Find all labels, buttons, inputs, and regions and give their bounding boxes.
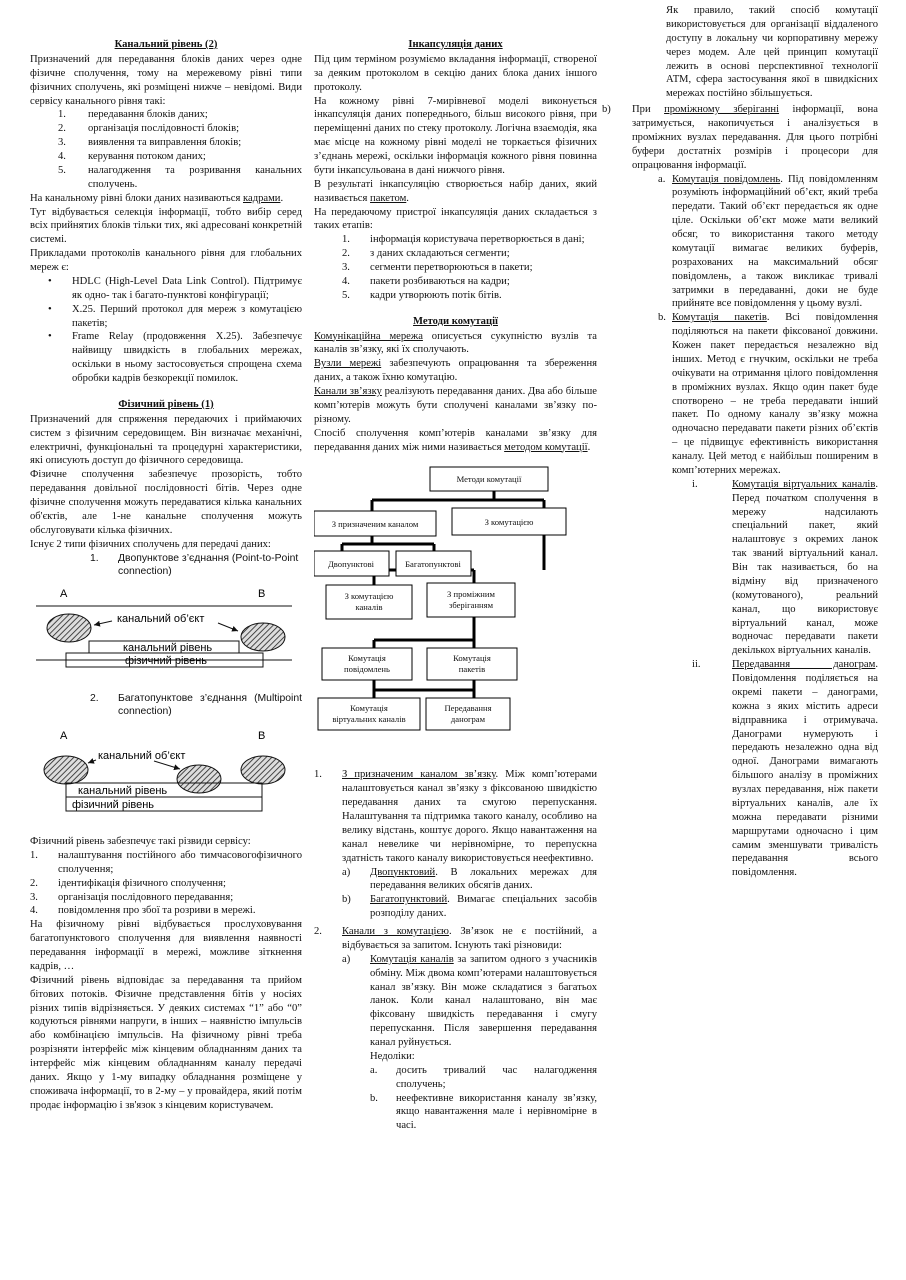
physical-services-intro: Фізичний рівень забезпечує такі різвиди сервісу: [30, 836, 251, 847]
list-item: 2. організація послідовності блоків; [58, 123, 240, 135]
node-middle-icon [177, 765, 221, 793]
node-packet-label-1: Комутація [453, 653, 491, 664]
heading-encapsulation: Інкапсуляція даних [408, 39, 503, 50]
node-b-label: B [258, 587, 266, 600]
node-virtual-label-1: Комутація [350, 703, 388, 714]
switching-methods-list [314, 768, 597, 1133]
encap-p4: На передаючому пристрої інкапсуляція даних складається з таких етапів: [314, 206, 597, 232]
list-item: 5. кадри утворюють потік бітів. [342, 289, 502, 301]
list-item: 4. повідомлення про збої та розриви в мережі. [30, 905, 256, 917]
channel-layer-label: канальний рівень [78, 785, 168, 797]
node-switched-label: З комутацією [484, 517, 534, 528]
arrow-middle [154, 761, 180, 769]
node-a-label: A [60, 730, 68, 742]
list-item: 2. з даних складаються сегменти; [342, 248, 510, 260]
node-b-icon [241, 623, 285, 651]
list-item: 4. керування потоком даних; [58, 151, 206, 162]
node-virtual-label-2: віртуальних каналів [332, 714, 406, 725]
multipoint-diagram [30, 727, 302, 825]
node-a-icon [44, 756, 88, 784]
frames-term: кадрами [243, 192, 281, 204]
list-item: • X.25. Перший протокол для мереж з комутацією пакетів; [48, 303, 302, 329]
arrow-right [218, 623, 238, 631]
links-paragraph: Канали зв’язку реалізують передавання даних. Два або більше комп’ютерів можуть бути сполучені каналами зв’язку по-різному. [314, 386, 598, 425]
column-middle [314, 38, 597, 1133]
heading-switching-methods: Методи комутації [413, 315, 498, 327]
node-b-icon [241, 756, 285, 784]
drawbacks-label: Недоліки: [370, 1050, 415, 1062]
node-a-icon [47, 614, 91, 642]
type1-item: 1. Двопунктове з’єднання (Point-to-Point connection) [90, 552, 299, 578]
object-label: канальний об’єкт [98, 750, 186, 762]
list-item: • Frame Relay (продовження X.25). Забезпечує найвищу швидкість в глобальних мережах, оскільки в ньому застосовується спрощена схема обробки кадрів безкорекції помилок. [48, 331, 302, 384]
node-a-label: A [60, 587, 68, 600]
channel-services-list [30, 108, 302, 191]
node-datagram-label-1: Передавання [444, 703, 492, 714]
node-datagram-label-2: данограм [450, 714, 486, 725]
list-item: 3. сегменти перетворюються в пакети; [342, 262, 533, 273]
node-circuit-label-2: каналів [355, 602, 383, 613]
node-store-label-2: зберіганням [448, 600, 494, 611]
list-item: 5. налагодження та розривання канальних сполучень. [58, 164, 302, 190]
physical-p1: Призначений для спряження передаючих і приймаючих систем з фізичним середовищем. Він визначає механічні, електричні, функціональні та процедурні характеристики, які описують доступ до фізичного середовища. [30, 413, 302, 467]
list-item: 2. Канали з комутацією. Зв’язок не є постійний, а відбувається за запитом. Існують такі різновиди: [314, 926, 597, 951]
heading-physical-layer: Фізичний рівень (1) [118, 398, 214, 410]
node-twopoint-label: Двопунктові [327, 559, 375, 570]
node-message-label-2: повідомлень [344, 664, 390, 675]
arrow-left [88, 760, 96, 763]
arrow-left [94, 621, 112, 625]
node-root-label: Методи комутації [456, 474, 522, 485]
physical-layer-label: фізичний рівень [72, 799, 155, 811]
node-dedicated-label: З призначеним каналом [331, 519, 419, 530]
protocols-intro: Прикладами протоколів канального рівня для глобальних мереж є: [30, 248, 302, 273]
node-packet-label-2: пакетів [458, 664, 486, 675]
nodes-paragraph: Вузли мережі забезпечують опрацювання та збереження даних, а також їхню комутацію. [314, 358, 597, 384]
list-item: a. Комутація повідомлень. Під повідомленням розуміють інформаційний об’єкт, який треба передати. Такий об’єкт передається як одне ціле. Оскільки об’єкт може мати великий обсяг, то використання такого методу комутації вимагає великих буферів, розрахованих на максимальний обсяг повідомлень, а також викликає тривалі затримки в передаванні, доки не буде прийняте все повідомлення у цьому вузлі. [658, 173, 878, 310]
selection-paragraph: Тут відбувається селекція інформації, тобто вибір серед всіх прийнятих блоків тільки тих, які адресовані конкретній системі. [30, 206, 302, 246]
physical-layer-label: фізичний рівень [125, 654, 208, 667]
list-item: a) Комутація каналів за запитом одного з учасників обміну. Між двома комп’ютерами налаштовується канал зв’язку. Він може складатися з багатьох ланок. Коли канал налаштовано, він має фіксовану швидкість передавання і смугу перепускання. Після завершення передавання канал руйнується. [342, 953, 597, 1048]
list-item: 1. передавання блоків даних; [58, 109, 208, 121]
list-item: 4. пакети розбиваються на кадри; [342, 275, 510, 287]
physical-p4: Фізичний рівень відповідає за передавання та прийом бітових потоків. Фізичне представлення бітів у носіях різних типів відрізняється. У деяких системах “1” або “0” кодуються рівнями напруги, в інших – наявністю імпульсів або комбінацією імпульсів. На фізичному рівні треба розрізняти інтерфейс між кінцевим обладнанням даних та інтерфейс між кінцевим обладнанням каналу передачі даних. Якщо у 1-му випадку обладнання розміщене у споживача інформації, то в 2-му – у провайдера, який потім продає інформацію і зв'язок з кінцевим користувачем. [30, 974, 302, 1111]
list-item: • HDLC (High-Level Data Link Control). Підтримує як одно- так і багато-пунктові конфігурації; [48, 275, 302, 301]
heading-channel-layer: Канальний рівень (2) [114, 39, 218, 50]
list-item: b. Комутація пакетів. Всі повідомлення поділяються на пакети фіксованої довжини. Кожен пакет передається незалежно від інших. Метод є гнучким, оскільки не треба очікувати на отримання цілого повідомлення в проміжних вузлах. Якщо один пакет буде спотворено – не треба передавати інший пакет. По одному каналу зв’язку можна одночасно передавати пакети різних об’єктів – це підвищує ефективність використання каналу. Цей метод є найбільш поширеним в комп’ютерних мережах. [658, 312, 878, 476]
type2-item: 2. Багатопунктове з’єднання (Multipoint connection) [90, 692, 302, 718]
physical-services-list [30, 849, 302, 918]
physical-p3: На фізичному рівні відбувається прослуховування багатопунктового сполучення для виявлення наявності передавання інформації в мережі, можливе зіткнення кадрів, … [30, 919, 302, 972]
packet-term: пакетом [370, 192, 407, 204]
list-item: b) Багатопунктовий. Вимагає спеціальних засобів розподілу даних. [342, 894, 597, 920]
list-item: b) При проміжному зберіганні інформації, вона затримується, накопичується і аналізується в проміжних вузлах передавання. Для цього потрібні буфери достатніх розмірів і процесори для опрацювання інформації. [602, 104, 879, 171]
node-multipoint-label: Багатопунктові [405, 559, 461, 570]
circuit-switching-usage: Як правило, такий спосіб комутації використовується для організації віддаленого доступу в локальну чи корпоративну мережу через модем. Але цей принцип комутації лежить в основі перспективної технології АТМ, сфера застосування якої в швидкісних мережах постійно збільшується. [666, 5, 878, 100]
physical-p2: Фізичне сполучення забезпечує прозорість, тобто передавання довільної послідовності бітів. Через одне фізичне сполучення можуть передаватися кілька канальних об'єктів, але 1-не канальне сполучення можуть обслуговувати кілька фізичних. [30, 469, 302, 536]
list-item: a. досить тривалий час налагодження сполучень; [370, 1064, 597, 1090]
list-item: 2. ідентифікація фізичного сполучення; [30, 877, 226, 889]
list-item: 1. налаштування постійного або тимчасовогофізичного сполучення; [30, 849, 302, 875]
method-definition: Спосіб сполучення комп’ютерів каналами зв’язку для передавання даних між ними називається методом комутації. [314, 427, 597, 453]
switching-methods-tree [314, 460, 597, 750]
list-item: ii. Передавання данограм. Повідомлення поділяється на окремі пакети – данограми, кожна з яких містить адреси відправника і отримувача. Данограми нумерують і передають незалежно одна від одної. Данограми вимагають більшого аналізу в проміжних вузлах передавання, ніж пакети віртуальних каналів, але їх можна передавати різними маршрутами одночасно і цим самим зменшувати тривалість передавання всього повідомлення. [692, 659, 878, 879]
channel-intro: Призначений для передавання блоків даних через одне фізичне сполучення, тому на мережевому рівні типи фізичних сполучень, які розміщені нижче – невідомі. Види сервісу канального рівня такі: [30, 53, 302, 107]
encap-steps-list [314, 233, 597, 302]
node-circuit-label-1: З комутацією [344, 591, 394, 602]
point-to-point-diagram [30, 585, 302, 690]
comm-network-paragraph: Комунікаційна мережа описується сукупністю вузлів та каналів зв’язку, які їх сполучають. [314, 330, 597, 356]
frames-paragraph: На канальному рівні блоки даних називаються кадрами. [30, 192, 284, 204]
list-item: a) Двопунктовий. В локальних мережах для передавання великих обсягів даних. [342, 866, 597, 892]
encap-p2: На кожному рівні 7-мирівневої моделі виконується інкапсуляція даних попереднього, більш високого рівня, при переміщенні даних по стеку протоколу. Логічна взаємодія, яка має місце на кожному рівні моделі не торкається фізичних з’єднань мережі, оскільки інформація кожного рівня повинна бути інкапсульована в дані нижчого рівня. [314, 95, 597, 176]
channel-layer-label: канальний рівень [123, 641, 213, 654]
list-item: 1. інформація користувача перетворюється в дані; [342, 234, 585, 246]
encap-p1: Під цим терміном розуміємо вкладання інформації, створеної за деяким протоколом в секцію даних блока даних іншого протоколу. [314, 53, 597, 93]
column-right [602, 4, 879, 880]
protocols-list [30, 275, 302, 386]
list-item: 3. виявлення та виправлення блоків; [58, 137, 242, 149]
list-item: i. Комутація віртуальних каналів. Перед початком сполучення в мережу надсилають спеціальний пакет, який налаштовує з окремих ланок так званий віртуальний канал. Він так називається, бо на відміну від призначеного (комутованого), реальний канал, що використовує віртуальний канал, може водночас передавати пакети декількох віртуальних каналів. [692, 478, 878, 657]
node-b-label: B [258, 730, 266, 742]
encap-p3: В результаті інкапсуляцію створюється набір даних, який називається пакетом. [314, 178, 597, 204]
node-store-label-1: З проміжним [447, 589, 495, 600]
list-item: 3. організація послідовного передавання; [30, 891, 234, 903]
column-left [30, 38, 302, 1113]
object-label: канальний об’єкт [117, 612, 205, 625]
physical-types-intro: Існує 2 типи фізичних сполучень для передачі даних: [30, 538, 271, 550]
list-item: b. неефективне використання каналу зв’язку, якщо навантаження мале і нерівномірне в часі. [370, 1092, 597, 1132]
node-message-label-1: Комутація [348, 653, 386, 664]
list-item: 1. З призначеним каналом зв’язку. Між комп’ютерами налаштовується канал зв’язку з фіксованою швидкістю передавання даних та смугою перепускання. Налаштування та підтримка такого каналу, особливо на велику відстань, коштує дорого. Якщо навантаження на канал невелике чи нерівномірне, то перепускна здатність такого каналу використовується неефективно. [314, 769, 597, 864]
